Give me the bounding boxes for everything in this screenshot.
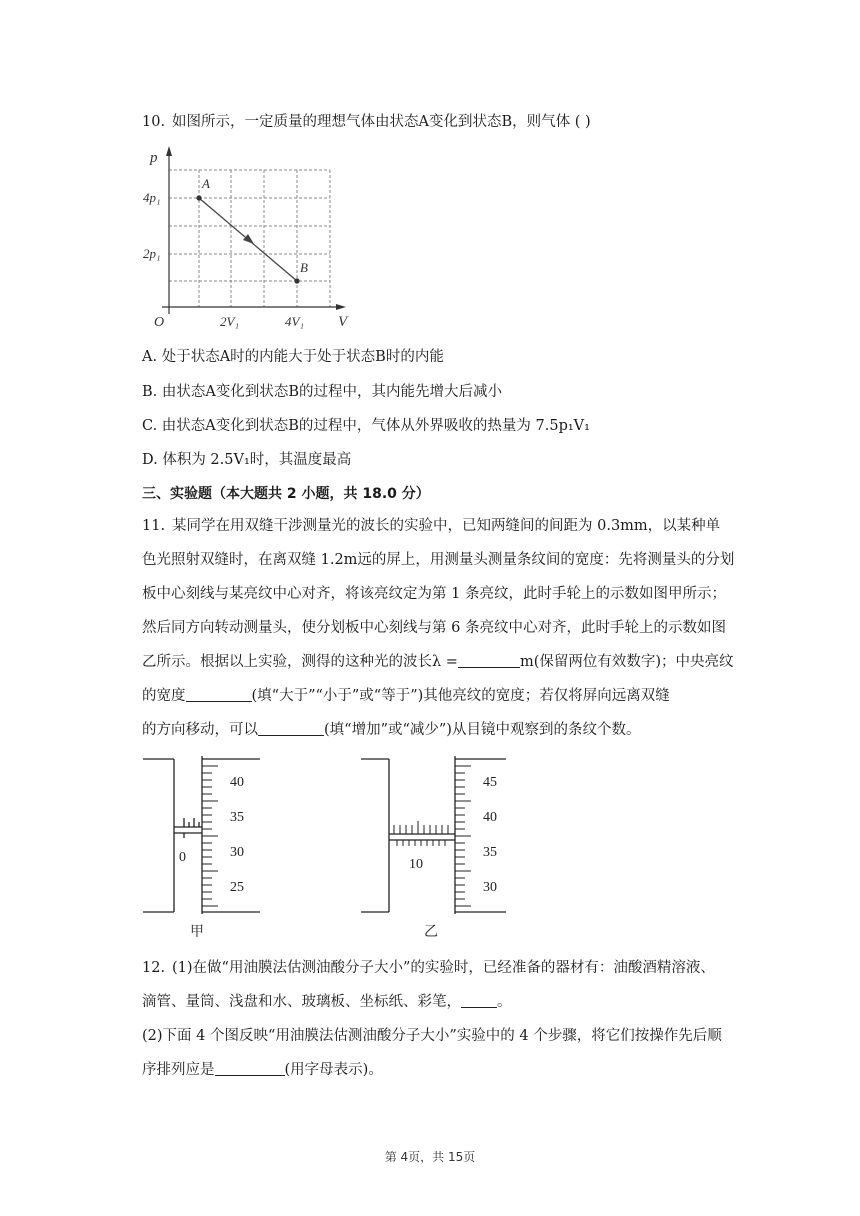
q12-line-4: 序排列应是 (用字母表示)。: [142, 1062, 383, 1078]
q10-option-b: B. 由状态A变化到状态B的过程中，其内能先增大后减小: [142, 384, 502, 400]
q10-stem: 10. 如图所示，一定质量的理想气体由状态A变化到状态B，则气体 ( ): [142, 114, 591, 130]
x-tick-4v1: 4V₁: [285, 314, 304, 329]
yi-thimble-30: 30: [483, 880, 497, 895]
q11-number: 11.: [142, 518, 166, 534]
q11-line-7: 的方向移动，可以 (填“增加”或“减少”)从目镜中观察到的条纹个数。: [142, 722, 641, 738]
q12-line-3: (2)下面 4 个图反映“用油膜法估测油酸分子大小”实验中的 4 个步骤，将它们按操作先后顺: [142, 1028, 722, 1044]
q10-pv-graph: [142, 144, 362, 334]
q10-option-c: C. 由状态A变化到状态B的过程中，气体从外界吸收的热量为 7.5p₁V₁: [142, 418, 590, 434]
jia-main-label: 0: [179, 850, 186, 865]
y-tick-4p1: 4p₁: [143, 190, 161, 205]
q11-line-3: 板中心刻线与某亮纹中心对齐，将该亮纹定为第 1 条亮纹，此时手轮上的示数如图甲所示；: [142, 586, 726, 602]
q12-line-2: 滴管、量筒、浅盘和水、玻璃板、坐标纸、彩笔， 。: [142, 994, 512, 1010]
q10-number: 10.: [142, 114, 166, 130]
jia-caption: 甲: [190, 925, 204, 940]
point-b-label: B: [300, 260, 308, 275]
section-heading: 三、实验题（本大题共 2 小题，共 18.0 分）: [142, 486, 430, 502]
q11-line-1: 11. 某同学在用双缝干涉测量光的波长的实验中，已知两缝间的间距为 0.3mm，以某种单: [142, 518, 721, 534]
central-fringe-blank[interactable]: [186, 687, 252, 702]
point-a: [196, 195, 201, 200]
point-a-label: A: [202, 176, 210, 191]
micrometer-yi: [358, 752, 518, 942]
fringe-count-blank[interactable]: [258, 721, 324, 736]
jia-thimble-40: 40: [230, 775, 244, 790]
q11-line-6: 的宽度 (填“大于”“小于”或“等于”)其他亮纹的宽度；若仅将屏向远离双缝: [142, 688, 670, 704]
jia-thimble-35: 35: [230, 810, 244, 825]
yi-caption: 乙: [424, 925, 438, 940]
x-axis-arrow: [336, 304, 346, 310]
y-tick-2p1: 2p₁: [143, 246, 161, 261]
jia-thimble-30: 30: [230, 845, 244, 860]
q11-line-4: 然后同方向转动测量头，使分划板中心刻线与第 6 条亮纹中心对齐，此时手轮上的示数如图: [142, 620, 726, 636]
point-b: [294, 278, 299, 283]
order-blank[interactable]: [215, 1061, 285, 1076]
wavelength-blank[interactable]: [458, 653, 520, 668]
yi-main-label: 10: [409, 857, 423, 872]
origin-label: O: [154, 315, 165, 330]
page-footer: 第 4页，共 15页: [384, 1150, 476, 1164]
q12-number: 12.: [142, 960, 166, 976]
equipment-blank[interactable]: [461, 993, 497, 1008]
yi-thimble-45: 45: [483, 775, 497, 790]
x-axis-label: V: [338, 314, 348, 330]
q12-line-1: 12. (1)在做“用油膜法估测油酸分子大小”的实验时，已经准备的器材有：油酸酒精溶液、: [142, 960, 715, 976]
y-axis-arrow: [166, 146, 172, 156]
process-arrow: [243, 234, 254, 244]
q11-line-5: 乙所示。根据以上实验，测得的这种光的波长λ = m(保留两位有效数字)；中央亮纹: [142, 654, 734, 670]
yi-thimble-40: 40: [483, 810, 497, 825]
q11-line-2: 色光照射双缝时，在离双缝 1.2m远的屏上，用测量头测量条纹间的宽度：先将测量头的分划: [142, 552, 735, 568]
micrometer-jia: [140, 752, 280, 942]
q10-option-d: D. 体积为 2.5V₁时，其温度最高: [142, 452, 352, 468]
q10-option-a: A. 处于状态A时的内能大于处于状态B时的内能: [142, 349, 444, 365]
yi-thimble-35: 35: [483, 845, 497, 860]
y-axis-label: p: [150, 150, 158, 166]
jia-thimble-25: 25: [230, 880, 244, 895]
x-tick-2v1: 2V₁: [220, 314, 239, 329]
